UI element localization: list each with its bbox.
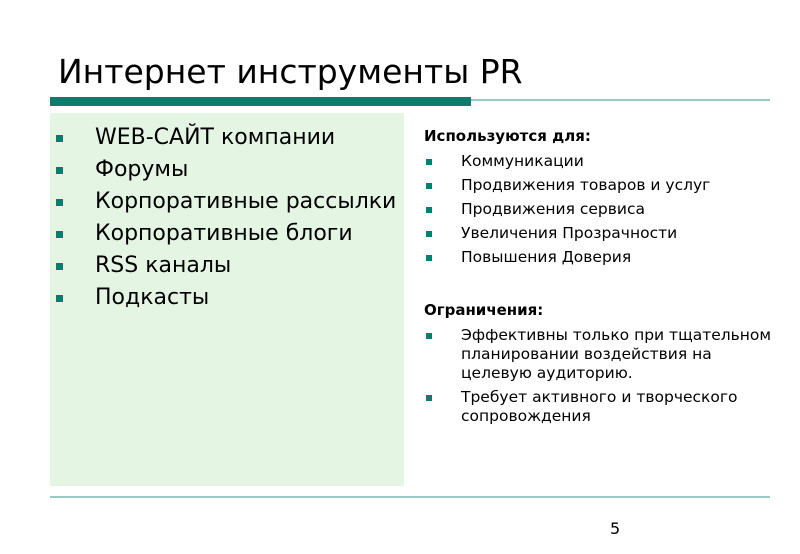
square-bullet-icon	[56, 199, 63, 206]
square-bullet-icon	[56, 231, 63, 238]
footer-rule	[50, 496, 770, 498]
list-item-label: RSS каналы	[95, 253, 232, 278]
square-bullet-icon	[56, 263, 63, 270]
square-bullet-icon	[426, 395, 432, 401]
square-bullet-icon	[426, 231, 432, 237]
title-underline-thick	[50, 97, 471, 106]
list-item-label: Форумы	[95, 157, 189, 182]
list-item-label: Эффективны только при тщательном планировании воздействия на целевую аудиторию.	[461, 326, 772, 382]
list-item	[50, 221, 404, 247]
details-column	[424, 126, 774, 431]
list-item	[424, 224, 774, 243]
square-bullet-icon	[426, 255, 432, 261]
list-item	[424, 326, 774, 383]
list-item-label: Продвижения товаров и услуг	[461, 176, 711, 194]
list-item-label: WEB-САЙТ компании	[95, 125, 336, 150]
list-item	[424, 248, 774, 267]
list-item	[50, 189, 404, 215]
square-bullet-icon	[56, 295, 63, 302]
square-bullet-icon	[56, 135, 63, 142]
list-item-label: Корпоративные рассылки	[95, 189, 397, 214]
square-bullet-icon	[426, 333, 432, 339]
square-bullet-icon	[426, 183, 432, 189]
list-item-label: Увеличения Прозрачности	[461, 224, 678, 242]
list-item	[50, 285, 404, 311]
list-item-label: Корпоративные блоги	[95, 221, 353, 246]
slide-title: Интернет инструменты PR	[58, 52, 523, 91]
list-item-label: Повышения Доверия	[461, 248, 632, 266]
tools-list	[50, 125, 404, 317]
list-item	[50, 253, 404, 279]
list-item-label: Коммуникации	[461, 152, 584, 170]
limitations-heading: Ограничения:	[424, 301, 544, 319]
limitations-list	[424, 326, 774, 426]
list-item	[50, 125, 404, 151]
used-for-list	[424, 152, 774, 267]
list-item	[50, 157, 404, 183]
used-for-heading: Используются для:	[424, 127, 591, 145]
square-bullet-icon	[56, 167, 63, 174]
list-item-label: Требует активного и творческого сопровождения	[461, 388, 738, 425]
list-item	[424, 152, 774, 171]
title-underline-thin	[471, 99, 770, 101]
square-bullet-icon	[426, 207, 432, 213]
tools-panel	[50, 113, 404, 486]
list-item	[424, 200, 774, 219]
list-item-label: Продвижения сервиса	[461, 200, 645, 218]
list-item	[424, 388, 774, 426]
square-bullet-icon	[426, 159, 432, 165]
list-item	[424, 176, 774, 195]
list-item-label: Подкасты	[95, 285, 210, 310]
page-number: 5	[610, 519, 621, 538]
